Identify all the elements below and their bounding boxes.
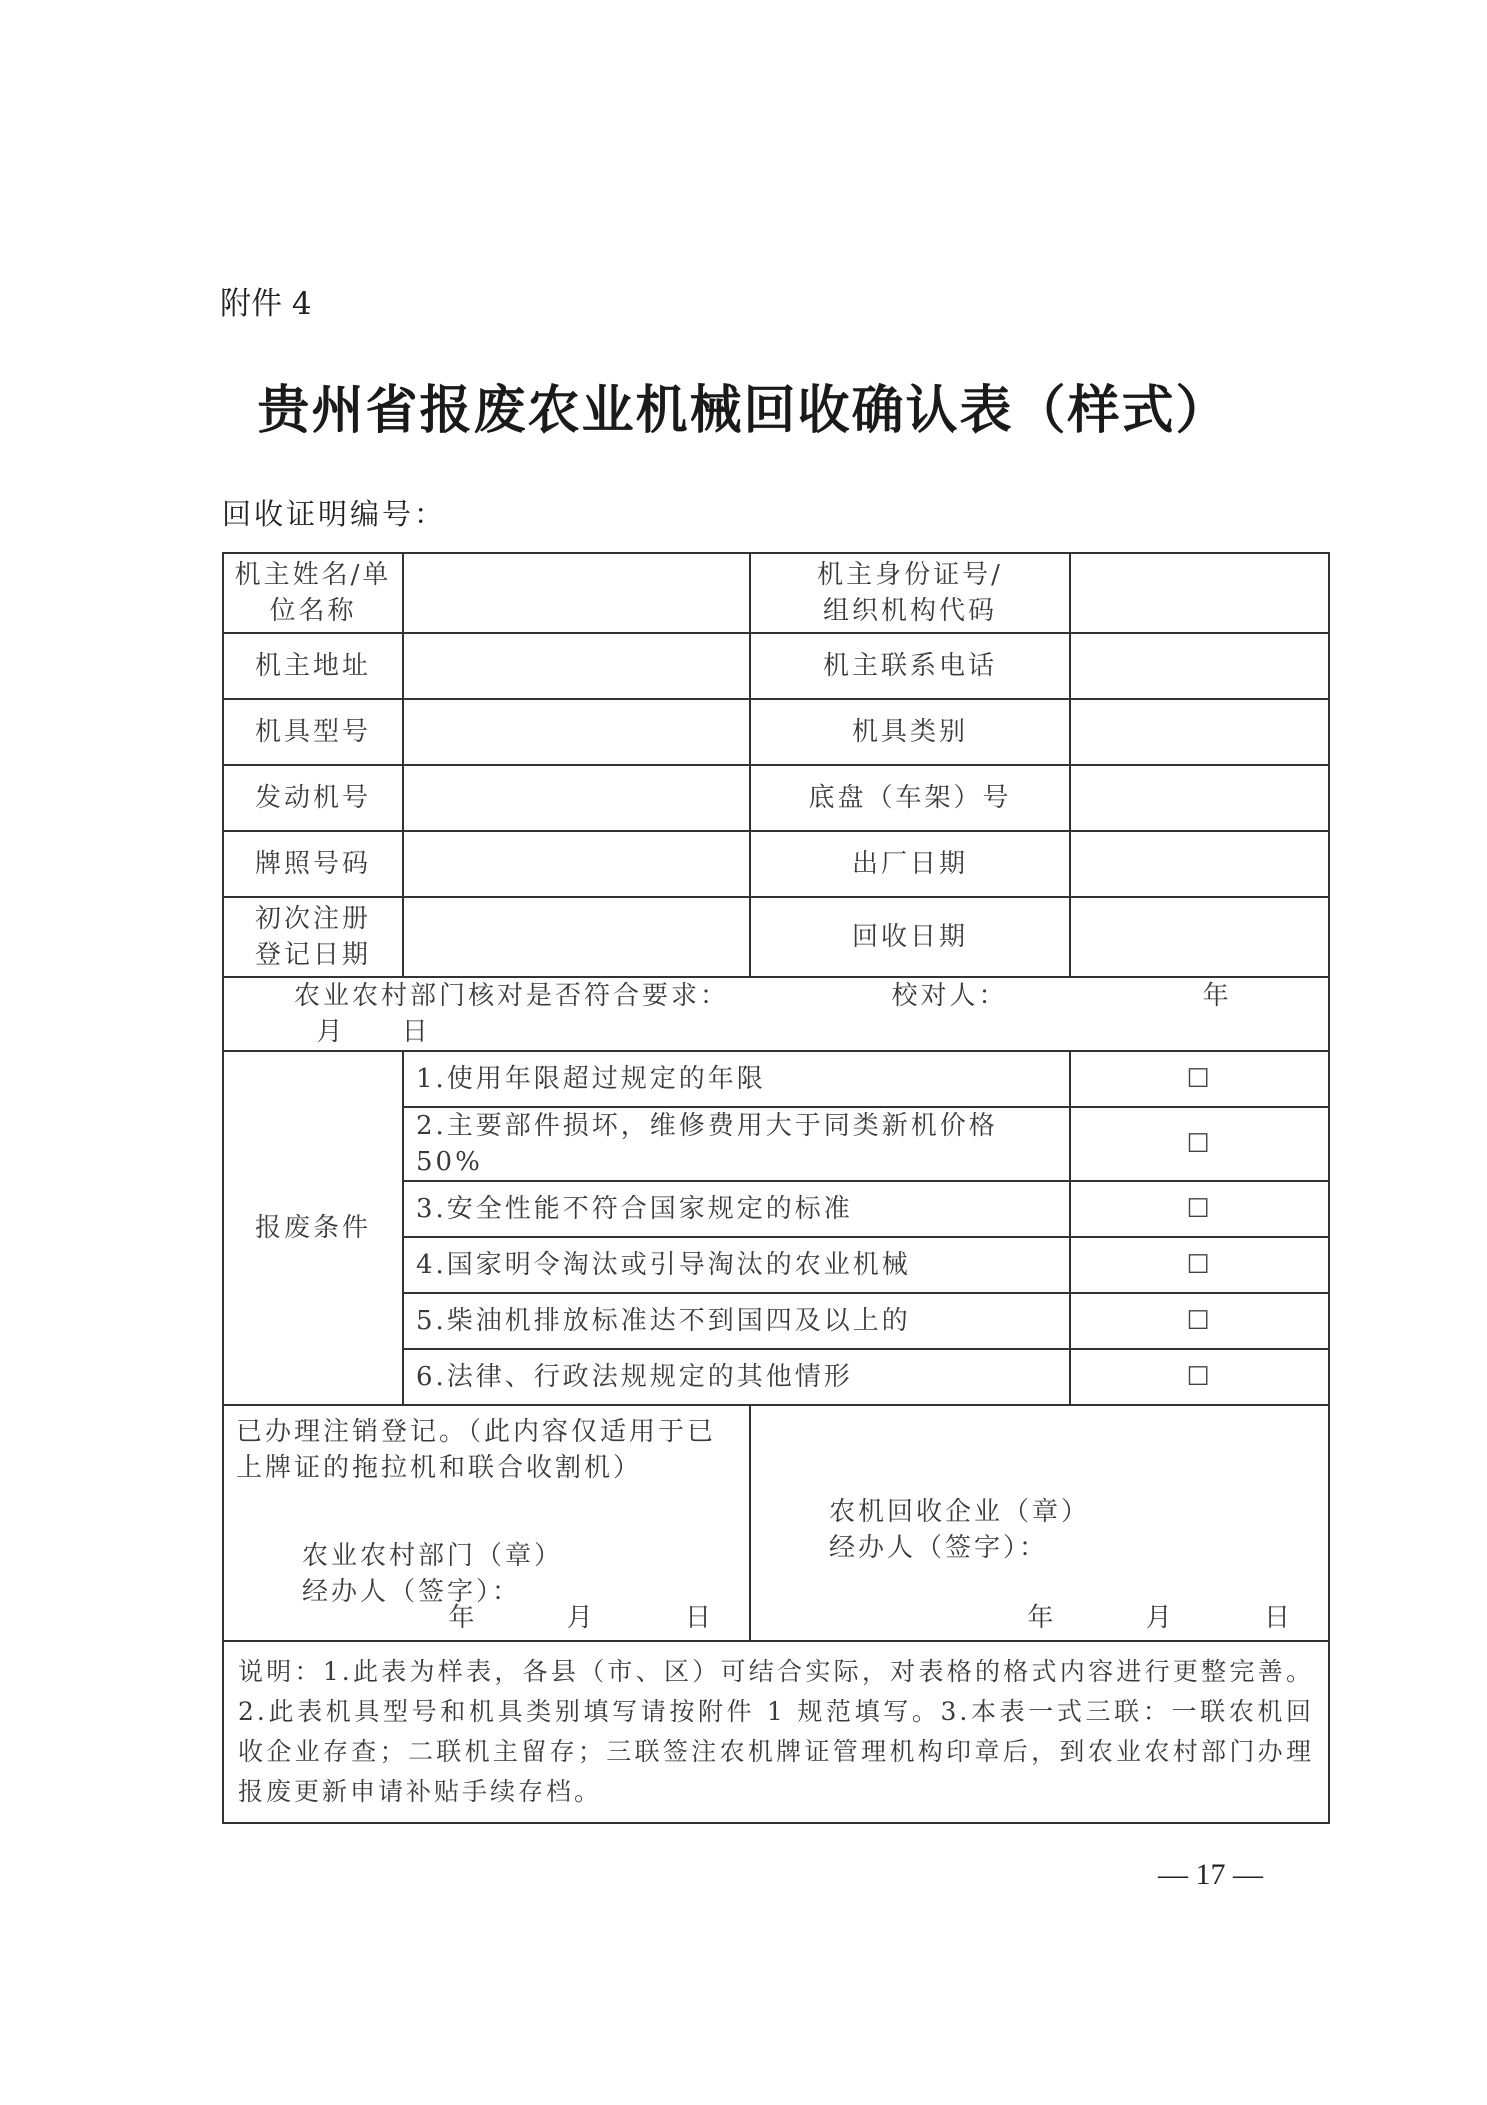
table-row — [223, 633, 1329, 699]
engine-number-label: 发动机号 — [223, 765, 403, 831]
right-sign-month: 月 — [1145, 1603, 1172, 1633]
owner-id-label: 机主身份证号/ 组织机构代码 — [750, 553, 1070, 633]
checker-label: 校对人： — [891, 981, 1008, 1011]
deregistration-signoff — [223, 1405, 750, 1641]
owner-phone-field[interactable] — [1070, 633, 1329, 699]
certificate-number-label: 回收证明编号： — [222, 497, 447, 531]
table-row — [223, 897, 1329, 977]
license-plate-label: 牌照号码 — [223, 831, 403, 897]
scrap-condition-3-checkbox[interactable]: ☐ — [1070, 1181, 1329, 1237]
owner-name-label: 机主姓名/单 位名称 — [223, 553, 403, 633]
license-plate-field[interactable] — [403, 831, 750, 897]
left-sign-day: 日 — [684, 1603, 711, 1633]
recycler-signoff — [750, 1405, 1329, 1641]
manufacture-date-field[interactable] — [1070, 831, 1329, 897]
owner-address-label: 机主地址 — [223, 633, 403, 699]
scrap-condition-6-checkbox[interactable]: ☐ — [1070, 1349, 1329, 1405]
verify-day: 日 — [401, 1017, 431, 1047]
verification-row — [223, 977, 1329, 1051]
scrap-conditions-label: 报废条件 — [223, 1051, 403, 1405]
deregistration-note: 已办理注销登记。（此内容仅适用于已上牌证的拖拉机和联合收割机） — [236, 1417, 717, 1483]
recycle-date-label: 回收日期 — [750, 897, 1070, 977]
table-row — [223, 1051, 1329, 1107]
first-registration-label: 初次注册 登记日期 — [223, 897, 403, 977]
scrap-condition-4-checkbox[interactable]: ☐ — [1070, 1237, 1329, 1293]
chassis-number-field[interactable] — [1070, 765, 1329, 831]
first-registration-field[interactable] — [403, 897, 750, 977]
recycle-date-field[interactable] — [1070, 897, 1329, 977]
scrap-condition-4: 4.国家明令淘汰或引导淘汰的农业机械 — [403, 1237, 1070, 1293]
page-title: 贵州省报废农业机械回收确认表（样式） — [257, 380, 1230, 441]
agri-dept-stamp-label: 农业农村部门（章） — [302, 1541, 564, 1571]
page-number: — 17 — — [1158, 1858, 1263, 1891]
owner-phone-label: 机主联系电话 — [750, 633, 1070, 699]
agri-dept-agent-label: 经办人（签字）： — [302, 1577, 522, 1607]
owner-address-field[interactable] — [403, 633, 750, 699]
right-sign-day: 日 — [1263, 1603, 1290, 1633]
table-row — [223, 977, 1329, 1051]
machine-model-field[interactable] — [403, 699, 750, 765]
table-row — [223, 1405, 1329, 1641]
table-row — [223, 1641, 1329, 1823]
verification-label: 农业农村部门核对是否符合要求： — [294, 981, 730, 1011]
recycler-agent-label: 经办人（签字）： — [829, 1533, 1049, 1563]
scrap-condition-3: 3.安全性能不符合国家规定的标准 — [403, 1181, 1070, 1237]
verify-month: 月 — [316, 1017, 346, 1047]
owner-id-field[interactable] — [1070, 553, 1329, 633]
left-sign-year: 年 — [448, 1603, 475, 1633]
verify-year: 年 — [1202, 981, 1232, 1011]
machine-model-label: 机具型号 — [223, 699, 403, 765]
engine-number-field[interactable] — [403, 765, 750, 831]
scrap-condition-6: 6.法律、行政法规规定的其他情形 — [403, 1349, 1070, 1405]
right-sign-year: 年 — [1027, 1603, 1054, 1633]
manufacture-date-label: 出厂日期 — [750, 831, 1070, 897]
scrap-condition-5: 5.柴油机排放标准达不到国四及以上的 — [403, 1293, 1070, 1349]
chassis-number-label: 底盘（车架）号 — [750, 765, 1070, 831]
attachment-label: 附件 4 — [220, 286, 312, 322]
scrap-condition-5-checkbox[interactable]: ☐ — [1070, 1293, 1329, 1349]
machine-category-label: 机具类别 — [750, 699, 1070, 765]
machine-category-field[interactable] — [1070, 699, 1329, 765]
table-row — [223, 831, 1329, 897]
scrap-condition-1: 1.使用年限超过规定的年限 — [403, 1051, 1070, 1107]
table-row — [223, 699, 1329, 765]
left-sign-month: 月 — [566, 1603, 593, 1633]
form-notes: 说明：1.此表为样表，各县（市、区）可结合实际，对表格的格式内容进行更整完善。2.此表机具型号和机具类别填写请按附件 1 规范填写。3.本表一式三联：一联农机回收企业存查；二联机主留存；三联签注农机牌证管理机构印章后，到农业农村部门办理报废更新申请补贴手续存档。 — [223, 1641, 1329, 1823]
owner-name-field[interactable] — [403, 553, 750, 633]
scrap-condition-2: 2.主要部件损坏，维修费用大于同类新机价格 50% — [403, 1107, 1070, 1181]
scrap-condition-2-checkbox[interactable]: ☐ — [1070, 1107, 1329, 1181]
table-row — [223, 765, 1329, 831]
recycler-stamp-label: 农机回收企业（章） — [829, 1497, 1091, 1527]
table-row — [223, 553, 1329, 633]
scrap-condition-1-checkbox[interactable]: ☐ — [1070, 1051, 1329, 1107]
recycle-confirmation-table — [222, 552, 1330, 1824]
